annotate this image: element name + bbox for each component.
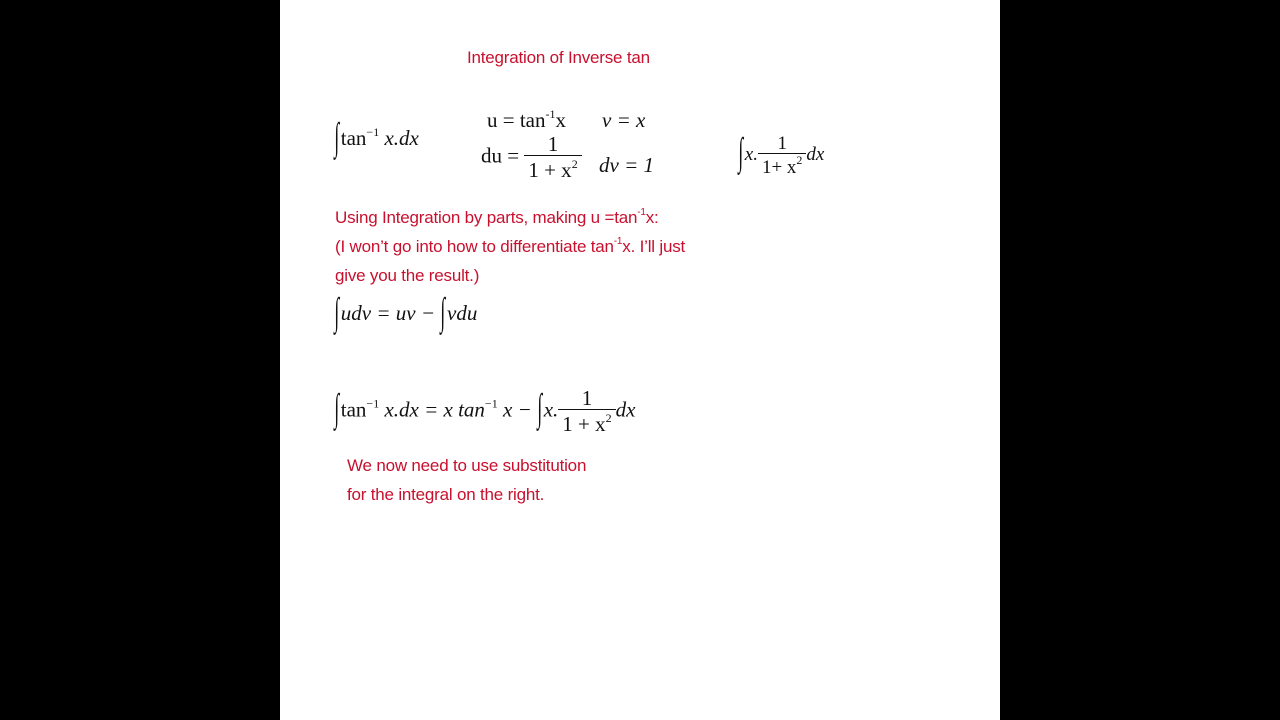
parts-formula: ∫udv = uv − ∫vdu (334, 289, 478, 334)
main-integral: $\int\tan^{-1}$ x.dx (334, 114, 419, 159)
integral-sign: ∫ (738, 129, 744, 174)
note2-line-2: for the integral on the right. (347, 485, 545, 504)
du-definition: du = $\frac{1}{1 + x^2}$ (481, 134, 582, 181)
note-line-1: Using Integration by parts, making $u =\tan^{-1}x$: (335, 207, 659, 227)
slide-title: Integration of Inverse tan (467, 48, 650, 67)
integral-sign: ∫ (334, 114, 340, 159)
du-fraction: $\frac{1}{1 + x^2}$ (524, 134, 581, 181)
side-integral: ∫x. $\frac{1}{1+ x^2}$ dx (738, 129, 825, 178)
note2-line-1: We now need to use substitution (347, 456, 587, 475)
note-line-3: give you the result.) (335, 266, 480, 285)
note-line-2: (I won’t go into how to differentiate $\tan^{-1}x$. I’ll just (335, 236, 686, 256)
result-equation: $\int\tan^{-1}$ x.dx = x $\tan^{-1} x - \int x$. $\frac{1}{1 + x^2}$ dx (334, 385, 636, 436)
slide (280, 0, 1000, 720)
u-definition: $u = \tan^{-1}x$ (487, 107, 566, 132)
result-fraction: $\frac{1}{1 + x^2}$ (558, 388, 615, 435)
v-definition: v = x (602, 108, 646, 132)
dv-definition: dv = 1 (599, 153, 654, 177)
